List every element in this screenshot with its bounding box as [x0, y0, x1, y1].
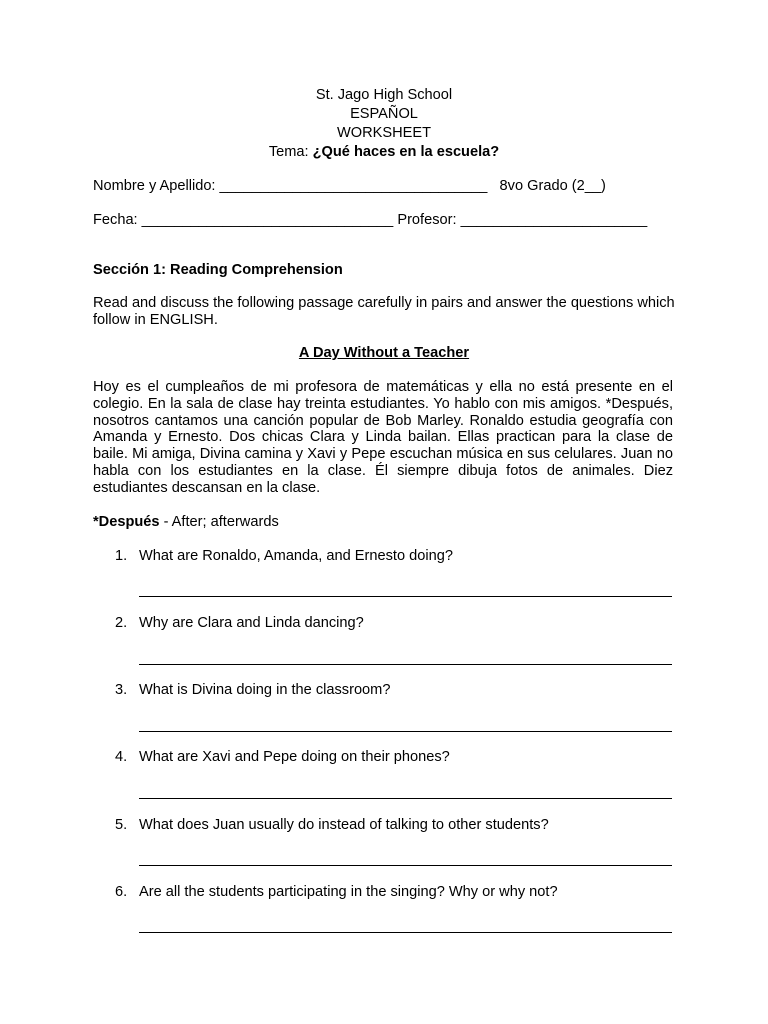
glossary-definition: - After; afterwards — [159, 514, 279, 530]
subject-title: ESPAÑOL — [350, 106, 418, 122]
tema-value: ¿Qué haces en la escuela? — [312, 144, 500, 160]
answer-line-4[interactable] — [139, 798, 672, 799]
question-3 — [115, 682, 390, 698]
passage-title: A Day Without a Teacher — [298, 345, 470, 361]
glossary-term: *Después — [93, 514, 160, 530]
section-instructions: Read and discuss the following passage carefully in pairs and answer the questions which follow in ENGLISH. — [93, 295, 675, 328]
question-6 — [115, 884, 558, 900]
tema-label: Tema: — [268, 144, 313, 160]
document-type: WORKSHEET — [336, 125, 432, 141]
answer-line-6[interactable] — [139, 932, 672, 933]
question-text: Why are Clara and Linda dancing? — [139, 615, 364, 631]
question-text: What is Divina doing in the classroom? — [139, 682, 391, 698]
question-number: 2. — [115, 615, 128, 631]
question-number: 4. — [115, 749, 128, 765]
question-4 — [115, 749, 450, 765]
school-name: St. Jago High School — [315, 87, 453, 103]
answer-line-3[interactable] — [139, 731, 672, 732]
question-2 — [115, 615, 364, 631]
glossary-note — [93, 514, 279, 530]
question-5 — [115, 817, 549, 833]
passage-text: Hoy es el cumpleaños de mi profesora de matemáticas y ella no está presente en el colegio. En la sala de clase hay treinta estudiantes. Yo hablo con mis amigos. *Después, nosotros cantamos una canción popular de Bob Marley. Ronaldo estudia geografía con Amanda y Ernesto. Dos chicas Clara y Linda bailan. Ellas practican para la clase de baile. Mi amiga, Divina camina y Xavi y Pepe escuchan música en sus celulares. Juan no habla con los estudiantes en la clase. Él siempre dibuja fotos de animales. Diez estudiantes descansan en la clase. — [93, 379, 673, 496]
answer-line-2[interactable] — [139, 664, 672, 665]
question-text: What are Ronaldo, Amanda, and Ernesto doing? — [139, 548, 453, 564]
question-number: 3. — [115, 682, 128, 698]
question-number: 6. — [115, 884, 128, 900]
section-title: Sección 1: Reading Comprehension — [93, 262, 343, 278]
question-text: What does Juan usually do instead of talking to other students? — [139, 817, 549, 833]
question-text: Are all the students participating in the singing? Why or why not? — [139, 884, 558, 900]
question-number: 5. — [115, 817, 128, 833]
question-1 — [115, 548, 453, 564]
tema-line — [0, 143, 768, 162]
question-number: 1. — [115, 548, 128, 564]
name-grade-line: Nombre y Apellido: _________________________________ 8vo Grado (2__) — [93, 178, 606, 194]
question-text: What are Xavi and Pepe doing on their phones? — [139, 749, 450, 765]
date-teacher-line: Fecha: _______________________________ Profesor: _______________________ — [93, 212, 648, 228]
answer-line-5[interactable] — [139, 865, 672, 866]
worksheet-header — [0, 86, 768, 162]
answer-line-1[interactable] — [139, 596, 672, 597]
